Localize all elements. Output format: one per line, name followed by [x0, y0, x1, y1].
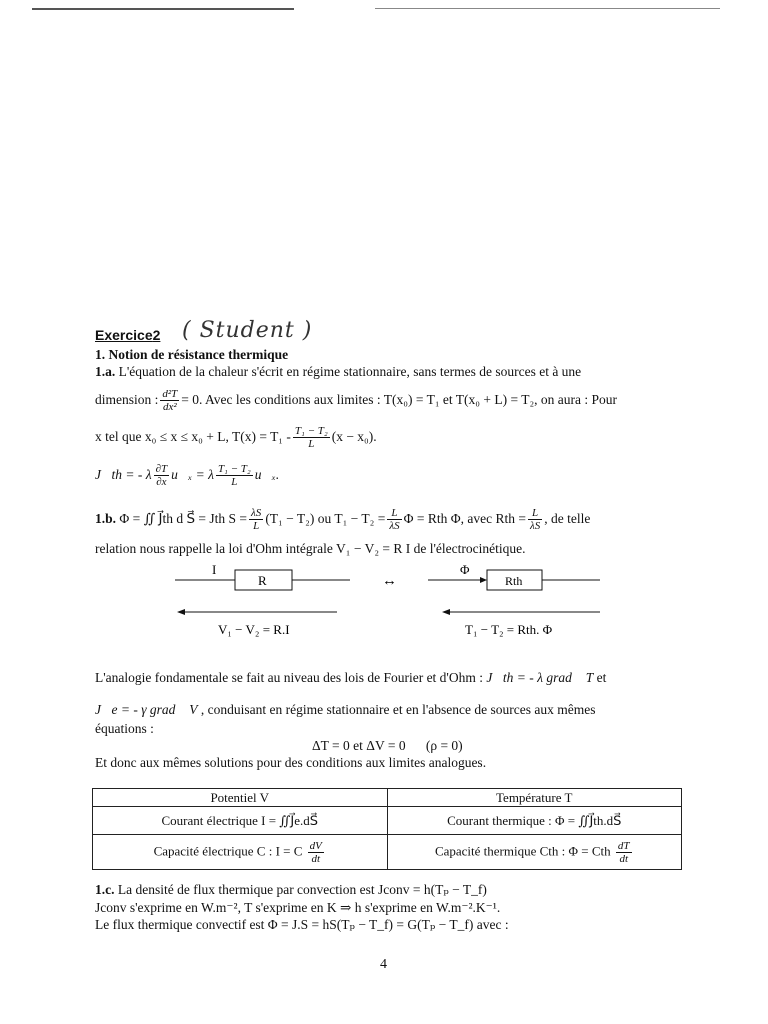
section1b-pre: Φ = ∬ J⃗th d S⃗ = Jth S = [119, 511, 248, 526]
d2t-fraction [160, 388, 179, 413]
ls-fraction-2 [387, 507, 401, 532]
section1a-line3-post: (x − x₀). [331, 429, 377, 444]
ls-fraction-3 [528, 507, 542, 532]
t1t2-fraction [293, 425, 330, 450]
section1b-line1 [95, 502, 590, 536]
gradient-num: T₁ − T₂ [217, 462, 251, 475]
ohm-law: J⃗e = - γ grad⃗ V [95, 702, 198, 717]
electric-capacity-text: Capacité électrique C : I = C [153, 842, 303, 858]
left-current-label: I [212, 562, 217, 577]
equivalence-symbol: ↔ [382, 573, 397, 589]
section1b-label: 1.b. [95, 511, 117, 526]
gradient-fraction [216, 463, 253, 488]
top-rule-left [32, 8, 294, 10]
dv-num: dV [309, 839, 322, 852]
analogy-line2 [95, 702, 595, 718]
section1b-mid: (T₁ − T₂) ou T₁ − T₂ = [265, 511, 386, 526]
right-caption: T₁ − T₂ = Rth. Φ [465, 622, 553, 637]
section1a-label: 1.a. [95, 364, 116, 379]
right-flux-label: Φ [460, 562, 470, 577]
partial-num: ∂T [155, 462, 168, 475]
analogy-line5: Et donc aux mêmes solutions pour des conditions aux limites analogues. [95, 755, 487, 770]
section1c-line2: Jconv s'exprime en W.m⁻², T s'exprime en K ⇒ h s'exprime en W.m⁻².K⁻¹. [95, 900, 501, 915]
dt-dt-fraction [616, 840, 632, 865]
ls-num-2: L [387, 507, 401, 520]
ls-fraction-1 [249, 507, 263, 532]
exercise-title [95, 327, 160, 343]
section1c-line3: Le flux thermique convectif est Φ = J.S = hS(Tₚ − T_f) = G(Tₚ − T_f) avec : [95, 917, 509, 932]
fourier-law: J⃗th = - λ grad⃗ T [486, 670, 594, 685]
analogy-table [92, 788, 682, 870]
electric-capacity-cell [93, 835, 388, 870]
ls-num-3: L [528, 507, 542, 520]
section1a-line3 [95, 420, 377, 454]
analogy-line1-pre: L'analogie fondamentale se fait au niveau des lois de Fourier et d'Ohm : [95, 670, 483, 685]
right-temp-arrowhead [442, 609, 450, 615]
section1a-text: L'équation de la chaleur s'écrit en régime stationnaire, sans termes de sources et à une [118, 364, 582, 379]
table-header-potential: Potentiel V [93, 789, 388, 807]
dt-num: dT [617, 839, 630, 852]
ls-den-3: λS [529, 519, 541, 532]
analogy-equations: ΔT = 0 et ΔV = 0 (ρ = 0) [312, 738, 463, 753]
analogy-line2-post: , conduisant en régime stationnaire et en l'absence de sources aux mêmes [200, 702, 596, 717]
section1b-line2: relation nous rappelle la loi d'Ohm intégrale V₁ − V₂ = R I de l'électrocinétique. [95, 541, 526, 556]
thermal-capacity-cell [387, 835, 682, 870]
analogy-line3: équations : [95, 721, 154, 736]
section1a-line4 [95, 458, 279, 492]
table-row [93, 835, 682, 870]
electric-current-cell: Courant électrique I = ∬J⃗e.dS⃗ [93, 807, 388, 835]
d2t-num: d²T [162, 387, 178, 400]
page-number: 4 [380, 957, 387, 972]
section1c-line1 [95, 882, 487, 898]
ls-den-1: L [253, 519, 260, 532]
left-caption: V₁ − V₂ = R.I [218, 622, 290, 637]
dt-den: dt [619, 852, 628, 865]
t1t2-num: T₁ − T₂ [294, 424, 328, 437]
partial-den: ∂x [156, 475, 167, 488]
t1t2-den: L [308, 437, 315, 450]
section1c-label: 1.c. [95, 882, 115, 897]
analogy-line1 [95, 670, 606, 686]
section1a-line2-pre: dimension : [95, 392, 159, 407]
flux-density-post: u⃗ₓ. [254, 467, 280, 482]
gradient-den: L [231, 475, 238, 488]
thermal-capacity-text: Capacité thermique Cth : Φ = Cth [434, 842, 611, 858]
ls-num-1: λS [251, 506, 262, 519]
dv-dt-fraction [308, 840, 324, 865]
section1a-line3-pre: x tel que x₀ ≤ x ≤ x₀ + L, T(x) = T₁ - [95, 429, 291, 444]
ls-den-2: λS [389, 519, 400, 532]
thermal-current-cell: Courant thermique : Φ = ∬J⃗th.dS⃗ [387, 807, 682, 835]
table-header-row [93, 789, 682, 807]
exercise-number: 2 [152, 327, 161, 343]
section1b-mid2: Φ = Rth Φ, avec Rth = [403, 511, 526, 526]
table-header-temperature: Température T [387, 789, 682, 807]
analogy-line1-post: et [596, 670, 607, 685]
section1a-line2-post: = 0. Avec les conditions aux limites : T(x₀) = T₁ et T(x₀ + L) = T₂, on aura : Pour [181, 392, 618, 407]
handwritten-note: ( Student ) [182, 318, 313, 343]
section1a-line1 [95, 364, 581, 380]
section1c-text: La densité de flux thermique par convection est Jconv = h(Tₚ − T_f) [117, 882, 487, 897]
left-voltage-arrowhead [177, 609, 185, 615]
exercise-title-text: Exercice [95, 327, 153, 343]
thermal-resistor-label: Rth [505, 574, 523, 588]
top-rule-right [375, 8, 720, 9]
right-flux-arrow [480, 577, 487, 583]
resistor-label: R [258, 573, 267, 588]
table-row [93, 807, 682, 835]
flux-density-lhs: J⃗th = - λ [95, 467, 152, 482]
partial-fraction [154, 463, 170, 488]
flux-density-mid: u⃗ₓ = λ [171, 467, 214, 482]
section1b-post: , de telle [544, 511, 591, 526]
section1-heading: 1. Notion de résistance thermique [95, 347, 289, 362]
section1a-line2 [95, 383, 617, 417]
dv-den: dt [311, 852, 321, 865]
analogy-diagram [160, 560, 620, 640]
d2t-den: dx² [162, 400, 177, 413]
